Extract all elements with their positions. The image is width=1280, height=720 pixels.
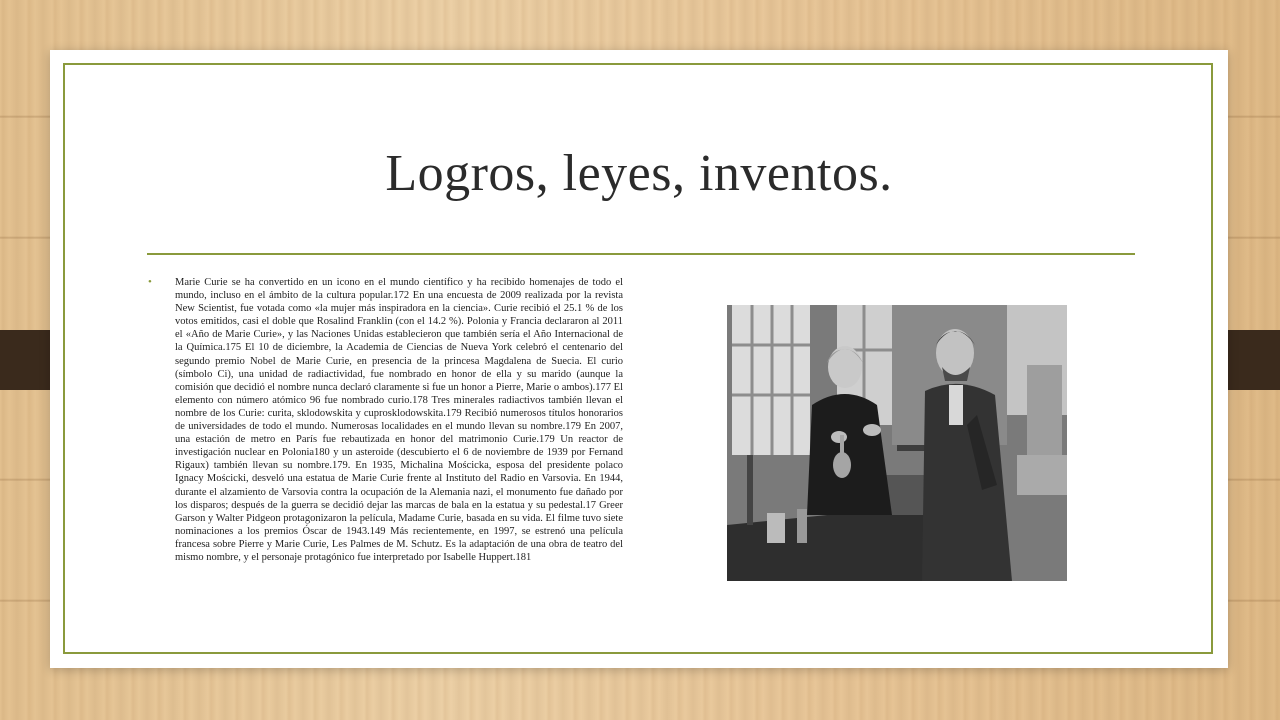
bullet-marker: • [148, 276, 152, 288]
title-divider [147, 253, 1135, 255]
curie-photo [727, 305, 1067, 581]
slide-title: Logros, leyes, inventos. [385, 145, 893, 202]
slide-body-text: Marie Curie se ha convertido en un icono en el mundo científico y ha recibido homenajes de todo el mundo, incluso en el ámbito de la cultura popular.172 En una encuesta de 2009 realizada por la revista New Scientist, fue votada como «la mujer más inspiradora en la ciencia». Curie recibió el 25.1 % de los votos emitidos, casi el doble que Rosalind Franklin (con el 14.2 %). Polonia y Francia declararon al 2011 el «Año de Marie Curie», y las Naciones Unidas establecieron que también sería el Año Internacional de la Química.175 El 10 de diciembre, la Academia de Ciencias de Nueva York celebró el centenario del segundo premio Nobel de Marie Curie, en presencia de la princesa Magdalena de Suecia. El curio (símbolo Ci), una unidad de radiactividad, fue nombrado en honor de ella y su marido (aunque la comisión que decidió el nombre nunca declaró claramente si fue un honor a Pierre, Marie o ambos).177 El elemento con número atómico 96 fue nombrado curio.178 Tres minerales radiactivos también llevan el nombre de los Curie: curita, sklodowskita y cuprosklodowskita.179 Recibió numerosos títulos honorarios de universidades de todo el mundo. Numerosas localidades en el mundo llevan su nombre.179 En 2007, una estación de metro en París fue rebautizada en honor del matrimonio Curie.179 Un reactor de investigación nuclear en Polonia180 y un asteroide (descubierto el 6 de noviembre de 1939 por Fernand Rigaux) también llevan su nombre.179. En 1935, Michalina Mościcka, esposa del presidente polaco Ignacy Mościcki, desveló una estatua de Marie Curie frente al Instituto del Radio en Varsovia. En 1944, durante el alzamiento de Varsovia contra la ocupación de la Alemania nazi, el monumento fue dañado por los disparos; después de la guerra se decidió dejar las marcas de bala en la estatua y su pedestal.17 Greer Garson y Walter Pidgeon protagonizaron la película, Madame Curie, basada en su vida. El filme tuvo siete nominaciones a los premios Óscar de 1943.149 Más recientemente, en 1997, se estrenó una película francesa sobre Pierre y Marie Curie, Les Palmes de M. Schutz. Es la adaptación de una obra de teatro del mismo nombre, y el personaje protagónico fue interpretado por Isabelle Huppert.181 [175, 277, 623, 563]
slide [50, 50, 1228, 668]
